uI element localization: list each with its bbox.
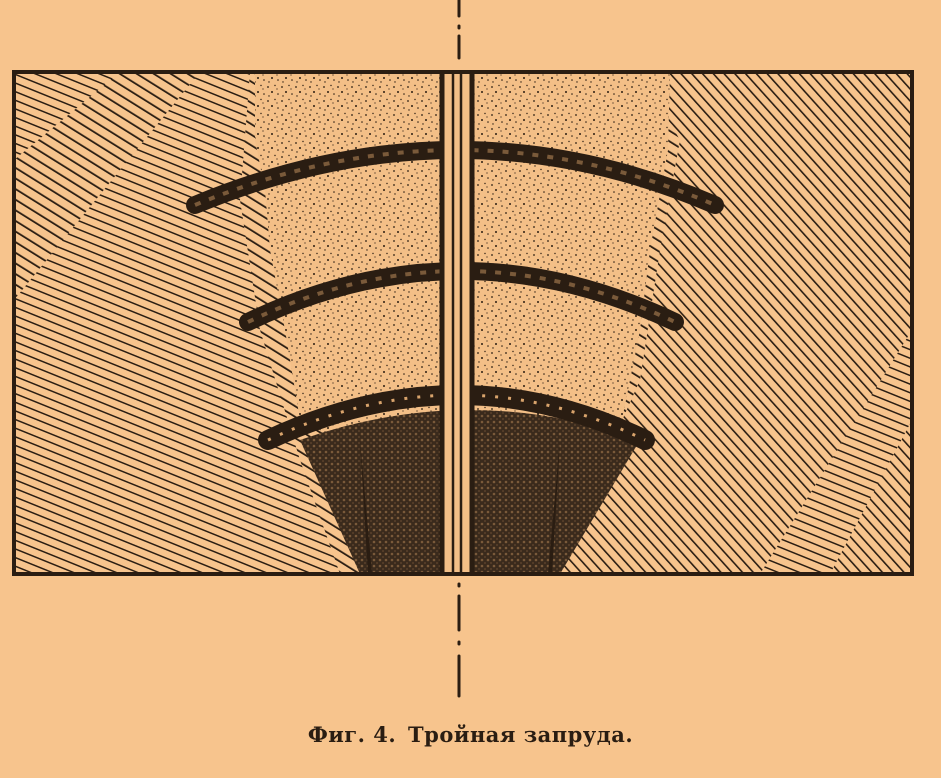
figure-title: Тройная запруда. <box>408 722 634 747</box>
central-stream <box>440 72 474 574</box>
figure-label: Фиг. 4. <box>307 722 397 747</box>
figure-caption <box>0 722 941 747</box>
